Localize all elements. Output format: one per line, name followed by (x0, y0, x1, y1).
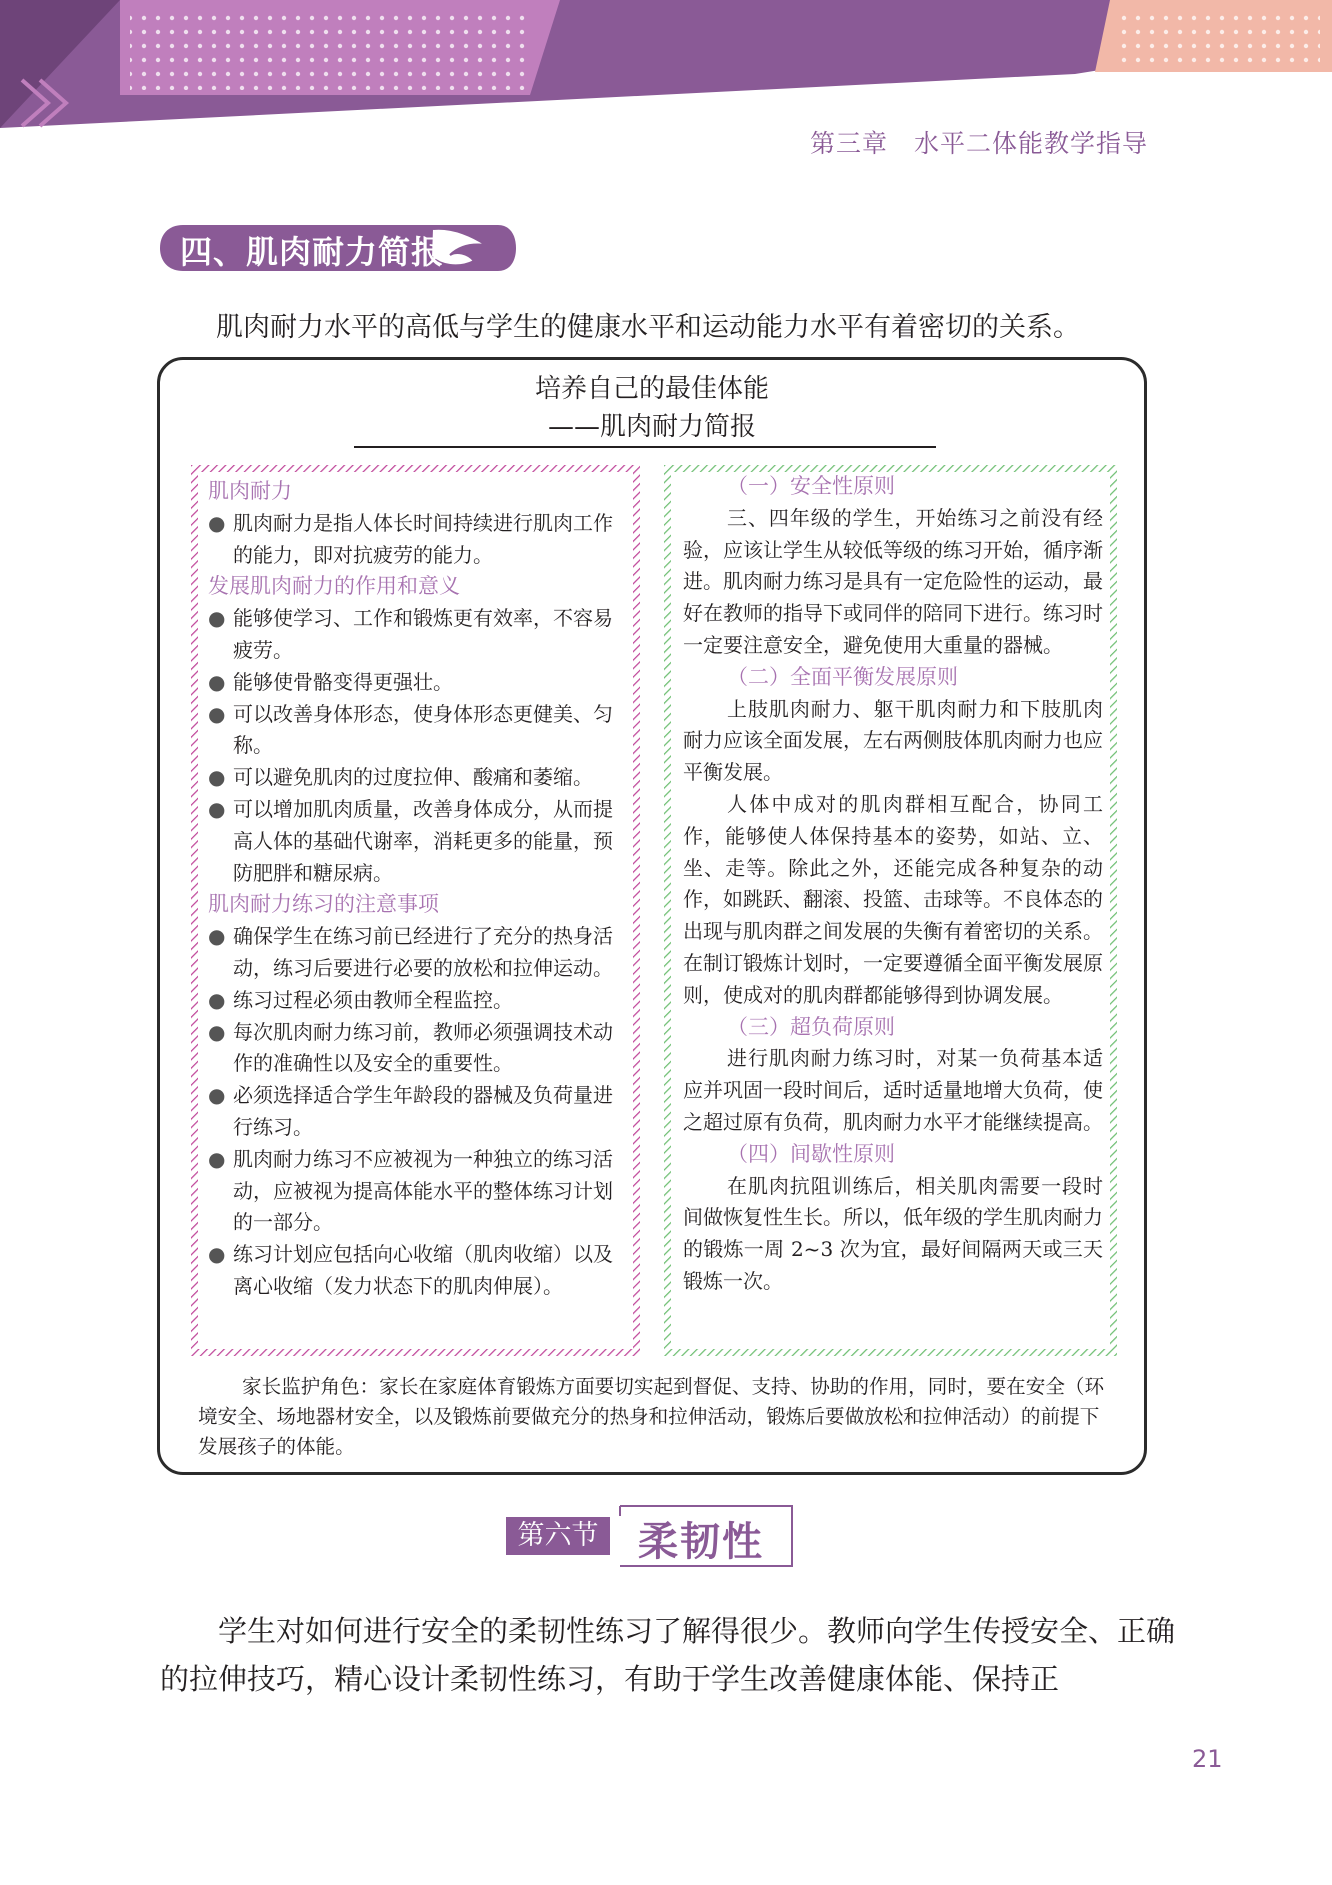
bullet-item: ● 肌肉耐力练习不应被视为一种独立的练习活动，应被视为提高体能水平的整体练习计划的一部分。 (208, 1144, 626, 1239)
report-title-line2: ——肌肉耐力简报 (547, 412, 756, 442)
principle-heading-1: （一）安全性原则 (727, 474, 895, 498)
title-rule (354, 446, 936, 448)
bullet-icon: ● (208, 765, 226, 790)
section-6-body: 学生对如何进行安全的柔韧性练习了解得很少。教师向学生传授安全、正确的拉伸技巧，精心设计柔韧性练习，有助于学生改善健康体能、保持正 (160, 1614, 1176, 1696)
principle-text-4: 进行肌肉耐力练习时，对某一负荷基本适应并巩固一段时间后，适时适量地增大负荷，使之超过原有负荷，肌肉耐力水平才能继续提高。 (683, 1046, 1103, 1134)
bullet-icon: ● (208, 510, 226, 535)
header-banner (0, 0, 1332, 130)
bullet-icon: ● (208, 606, 226, 631)
bullet-icon: ● (208, 924, 226, 949)
bullet-item: ● 练习过程必须由教师全程监控。 (208, 985, 626, 1017)
report-title (157, 370, 1147, 446)
right-panel (683, 471, 1103, 1298)
bullet-item: ● 能够使骨骼变得更强壮。 (208, 667, 626, 699)
bullet-item: ● 必须选择适合学生年龄段的器械及负荷量进行练习。 (208, 1080, 626, 1144)
left-heading-2: 发展肌肉耐力的作用和意义 (208, 574, 460, 599)
bullet-item: ● 每次肌肉耐力练习前，教师必须强调技术动作的准确性以及安全的重要性。 (208, 1017, 626, 1081)
bullet-icon: ● (208, 987, 226, 1012)
section-4-title: 四、肌肉耐力简报 (180, 233, 445, 271)
section-6-badge: 第六节 (506, 1517, 610, 1555)
section-6-title: 柔韧性 (638, 1519, 764, 1565)
left-panel (208, 476, 626, 1303)
parent-note: 家长监护角色：家长在家庭体育锻炼方面要切实起到督促、支持、协助的作用，同时，要在安全（环境安全、场地器材安全，以及锻炼前要做充分的热身和拉伸活动，锻炼后要做放松和拉伸活动）的前提下发展孩子的体能。 (198, 1375, 1105, 1458)
bullet-item: ● 可以增加肌肉质量，改善身体成分，从而提高人体的基础代谢率，消耗更多的能量，预防肥胖和糖尿病。 (208, 794, 626, 889)
principle-heading-2: （二）全面平衡发展原则 (727, 664, 958, 689)
principle-heading-4: （四）间歇性原则 (727, 1141, 895, 1166)
bullet-icon: ● (208, 669, 226, 694)
chapter-header: 第三章 水平二体能教学指导 (809, 129, 1148, 158)
bullet-item: ● 能够使学习、工作和锻炼更有效率，不容易疲劳。 (208, 603, 626, 667)
section-4-intro: 肌肉耐力水平的高低与学生的健康水平和运动能力水平有着密切的关系。 (216, 312, 1080, 343)
bullet-item: ● 确保学生在练习前已经进行了充分的热身活动，练习后要进行必要的放松和拉伸运动。 (208, 921, 626, 985)
left-heading-1: 肌肉耐力 (208, 479, 292, 503)
left-heading-3: 肌肉耐力练习的注意事项 (208, 892, 439, 917)
bullet-icon: ● (208, 1019, 226, 1044)
bullet-item: ● 可以避免肌肉的过度拉伸、酸痛和萎缩。 (208, 762, 626, 794)
principle-text-3: 人体中成对的肌肉群相互配合，协同工作，能够使人体保持基本的姿势，如站、立、坐、走等。除此之外，还能完成各种复杂的动作，如跳跃、翻滚、投篮、击球等。不良体态的出现与肌肉群之间发展的失衡有着密切的关系。在制订锻炼计划时，一定要遵循全面平衡发展原则，使成对的肌肉群都能够得到协调发展。 (683, 791, 1103, 1007)
bullet-icon: ● (208, 1242, 226, 1267)
bullet-icon: ● (208, 796, 226, 821)
bullet-item: ● 肌肉耐力是指人体长时间持续进行肌肉工作的能力，即对抗疲劳的能力。 (208, 508, 626, 572)
bullet-icon: ● (208, 1146, 226, 1171)
principle-text-1: 三、四年级的学生，开始练习之前没有经验，应该让学生从较低等级的练习开始，循序渐进。肌肉耐力练习是具有一定危险性的运动，最好在教师的指导下或同伴的陪同下进行。练习时一定要注意安全，避免使用大重量的器械。 (683, 505, 1103, 657)
report-title-line1: 培养自己的最佳体能 (534, 374, 769, 404)
principle-text-5: 在肌肉抗阻训练后，相关肌肉需要一段时间做恢复性生长。所以，低年级的学生肌肉耐力的锻炼一周 2~3 次为宜，最好间隔两天或三天锻炼一次。 (683, 1173, 1103, 1293)
bullet-item: ● 可以改善身体形态，使身体形态更健美、匀称。 (208, 699, 626, 763)
principle-heading-3: （三）超负荷原则 (727, 1014, 895, 1039)
page-number: 21 (1192, 1745, 1223, 1773)
principle-text-2: 上肢肌肉耐力、躯干肌肉耐力和下肢肌肉耐力应该全面发展，左右两侧肢体肌肉耐力也应平衡发展。 (683, 696, 1103, 785)
bullet-icon: ● (208, 1083, 226, 1108)
bullet-icon: ● (208, 701, 226, 726)
bullet-item: ● 练习计划应包括向心收缩（肌肉收缩）以及离心收缩（发力状态下的肌肉伸展）。 (208, 1239, 626, 1303)
